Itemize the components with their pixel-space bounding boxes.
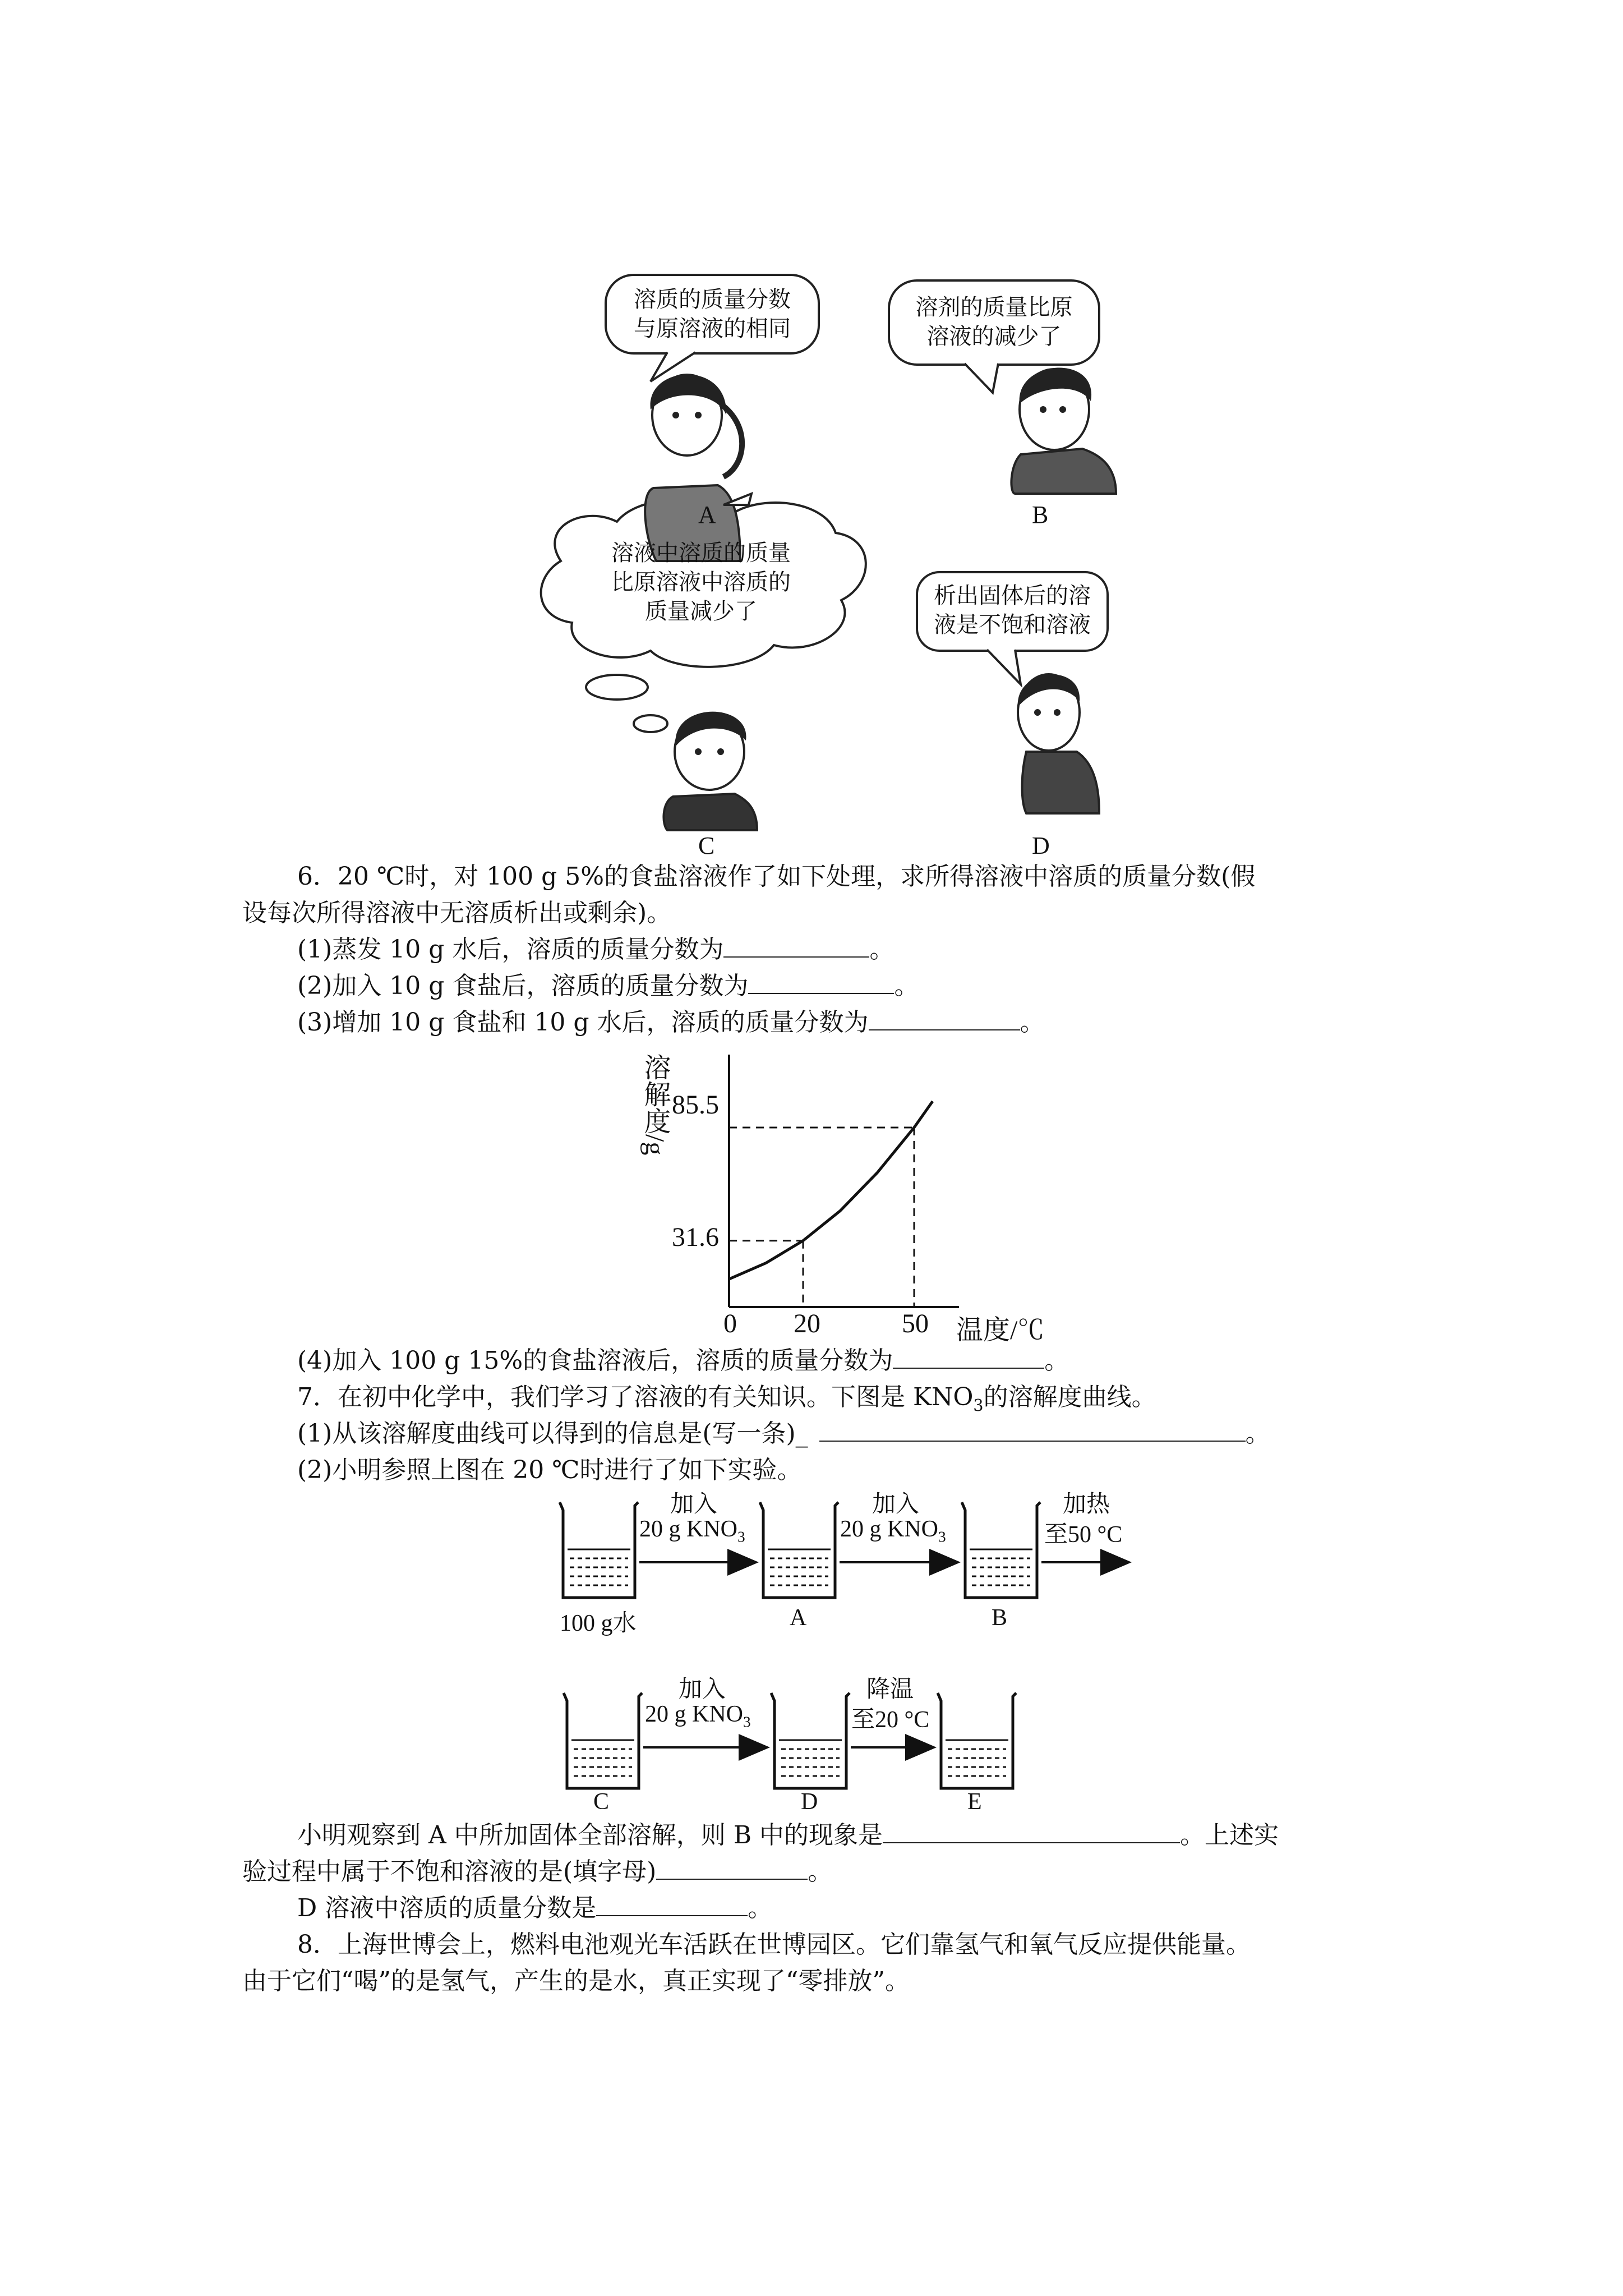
label-beaker-d: D — [801, 1789, 818, 1815]
q7-stem: 7．在初中化学中，我们学习了溶液的有关知识。下图是 $KNO_3$的溶解度曲线。 — [297, 1383, 1156, 1415]
q6-part2: (2)加入 10 g 食盐后，溶质的质量分数为 。 — [297, 972, 919, 1000]
label-beaker-a: A — [790, 1605, 807, 1631]
x-tick-50: 50 — [902, 1309, 929, 1338]
arrow-4-label-top: 加入 — [679, 1677, 726, 1703]
answer-blank-q7-phenomenon[interactable] — [883, 1820, 1180, 1843]
q8-line1: 8．上海世博会上，燃料电池观光车活跃在世博园区。它们靠氢气和氧气反应提供能量。 — [297, 1930, 1251, 1959]
y-axis-label: 溶解度/g — [640, 1053, 670, 1156]
speech-text-c: 溶液中溶质的质量 比原溶液中溶质的 质量减少了 — [611, 540, 791, 624]
q6-part4: (4)加入 100 g 15%的食盐溶液后，溶质的质量分数为 。 — [297, 1346, 1069, 1375]
q8-line2: 由于它们“喝”的是氢气，产生的是水，真正实现了“零排放”。 — [242, 1967, 910, 1995]
beaker-c — [564, 1693, 642, 1788]
y-tick-31-6: 31.6 — [672, 1222, 719, 1252]
arrow-5-label-bottom: 至20 °C — [851, 1707, 930, 1733]
arrow-1-label-bottom: 20 g $KNO_3$ — [639, 1516, 745, 1545]
y-tick-85-5: 85.5 — [672, 1090, 719, 1120]
label-a: A — [698, 501, 716, 528]
q7-observation-line1: 小明观察到 A 中所加固体全部溶解，则 B 中的现象是 。上述实 — [297, 1821, 1279, 1849]
x-axis-label: 温度/℃ — [956, 1315, 1045, 1345]
speech-text-b: 溶剂的质量比原 溶液的减少了 — [915, 295, 1073, 349]
label-b: B — [1032, 501, 1049, 528]
label-d: D — [1032, 832, 1050, 859]
label-beaker-e: E — [967, 1789, 982, 1815]
q7-observation-line2: 验过程中属于不饱和溶液的是(填字母) 。 — [242, 1857, 833, 1886]
q6-part3: (3)增加 10 g 食盐和 10 g 水后，溶质的质量分数为 。 — [297, 1008, 1045, 1037]
q6-part1: (1)蒸发 10 g 水后，溶质的质量分数为 。 — [297, 935, 895, 964]
arrow-2-label-top: 加入 — [872, 1492, 920, 1517]
arrow-4-label-bottom: 20 g $KNO_3$ — [645, 1701, 751, 1731]
beaker-water — [560, 1502, 638, 1598]
arrow-1-label-top: 加入 — [670, 1492, 718, 1517]
q7-part1: (1)从该溶解度曲线可以得到的信息是(写一条)_ 。 — [297, 1419, 1270, 1448]
beaker-a — [760, 1502, 838, 1598]
answer-blank-q7-d-fraction[interactable] — [596, 1893, 748, 1916]
arrow-3-label-top: 加热 — [1063, 1492, 1110, 1517]
arrow-2-label-bottom: 20 g $KNO_3$ — [840, 1516, 946, 1545]
q7-part2: (2)小明参照上图在 20 ℃时进行了如下实验。 — [297, 1456, 802, 1484]
arrow-3-label-bottom: 至50 °C — [1044, 1522, 1123, 1548]
beaker-b — [962, 1502, 1040, 1598]
x-tick-20: 20 — [794, 1309, 820, 1338]
label-water: 100 g水 — [560, 1611, 637, 1636]
x-tick-0: 0 — [723, 1309, 737, 1338]
label-c: C — [698, 832, 715, 859]
arrow-5-label-top: 降温 — [866, 1677, 914, 1703]
beaker-d — [771, 1693, 850, 1788]
label-beaker-b: B — [992, 1605, 1008, 1631]
beaker-e — [938, 1693, 1016, 1788]
speech-text-d: 析出固体后的溶 液是不饱和溶液 — [934, 583, 1091, 638]
answer-blank-q7-unsaturated[interactable] — [656, 1856, 808, 1880]
speech-text-a: 溶质的质量分数 与原溶液的相同 — [634, 287, 791, 342]
label-beaker-c: C — [593, 1789, 610, 1815]
q6-stem-line2: 设每次所得溶液中无溶质析出或剩余)。 — [242, 899, 672, 927]
q6-stem-line1: 6．20 ℃时，对 100 g 5%的食盐溶液作了如下处理，求所得溶液中溶质的质量分数(假 — [297, 862, 1256, 891]
q7-observation-line3: D 溶液中溶质的质量分数是 。 — [297, 1894, 773, 1922]
